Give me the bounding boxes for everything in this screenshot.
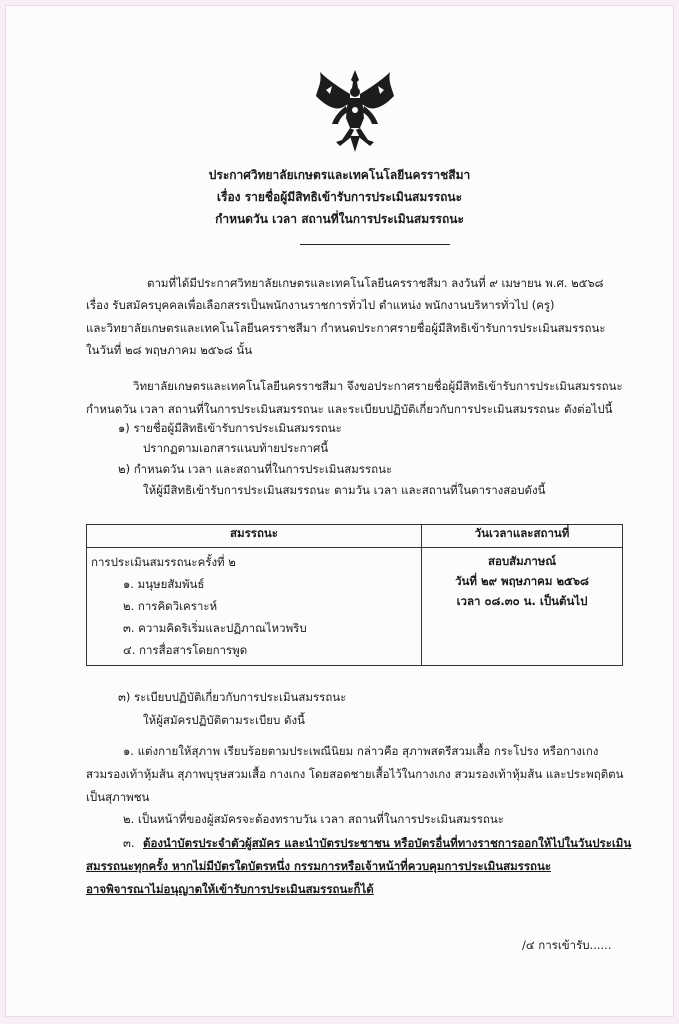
paragraph-2-line: วิทยาลัยเกษตรและเทคโนโลยีนครราชสีมา จึงขอประกาศรายชื่อผู้มีสิทธิเข้ารับการประเมินสมรรถนะ <box>133 379 623 393</box>
datetime-column-header: วันเวลาและสถานที่ <box>422 525 623 548</box>
rule-3-line: ต้องนำบัตรประจำตัวผู้สมัคร และนำบัตรประชาชน หรือบัตรอื่นที่ทางราชการออกให้ไปในวันประเมิน <box>143 836 632 850</box>
subject-line: เรื่อง รายชื่อผู้มีสิทธิเข้ารับการประเมินสมรรถนะ <box>216 190 463 204</box>
paragraph-1-line: และวิทยาลัยเกษตรและเทคโนโลยีนครราชสีมา กำหนดประกาศรายชื่อผู้มีสิทธิเข้ารับการประเมินสมรรถนะ <box>86 321 606 335</box>
garuda-emblem-icon <box>310 66 400 154</box>
header-divider <box>300 244 450 245</box>
competency-cell <box>87 548 422 666</box>
table-row <box>87 548 623 666</box>
item-2-title: ๒) กำหนดวัน เวลา และสถานที่ในการประเมินสมรรถนะ <box>118 462 393 476</box>
competency-item: ๔. การสื่อสารโดยการพูด <box>123 643 248 657</box>
item-1-title: ๑) รายชื่อผู้มีสิทธิเข้ารับการประเมินสมรรถนะ <box>118 421 342 435</box>
assessment-round-title: การประเมินสมรรถนะครั้งที่ ๒ <box>91 555 236 569</box>
schedule-table <box>86 524 623 666</box>
paragraph-1-line: เรื่อง รับสมัครบุคคลเพื่อเลือกสรรเป็นพนักงานราชการทั่วไป ตำแหน่ง พนักงานบริหารทั่วไป (ครู) <box>86 298 555 312</box>
table-header-row <box>87 525 623 548</box>
rule-3-number: ๓. <box>123 836 135 850</box>
announcement-title: ประกาศวิทยาลัยเกษตรและเทคโนโลยีนครราชสีมา <box>208 168 471 182</box>
competency-item: ๓. ความคิดริเริ่มและปฏิภาณไหวพริบ <box>123 621 307 635</box>
continuation-note: /๔ การเข้ารับ...... <box>522 938 612 952</box>
competency-item: ๒. การคิดวิเคราะห์ <box>123 599 218 613</box>
subject-line-2: กำหนดวัน เวลา สถานที่ในการประเมินสมรรถนะ <box>215 212 464 226</box>
paragraph-1-line: ในวันที่ ๒๘ พฤษภาคม ๒๕๖๘ นั้น <box>86 343 253 357</box>
rule-1-line: สวมรองเท้าหุ้มส้น สุภาพบุรุษสวมเสื้อ กางเกง โดยสอดชายเสื้อไว้ในกางเกง สวมรองเท้าหุ้มส้น และประพฤติตน <box>86 767 624 781</box>
exam-type: สอบสัมภาษณ์ <box>487 554 557 568</box>
competency-item: ๑. มนุษยสัมพันธ์ <box>123 577 205 591</box>
item-2-text: ให้ผู้มีสิทธิเข้ารับการประเมินสมรรถนะ ตามวัน เวลา และสถานที่ในตารางสอบดังนี้ <box>143 483 546 497</box>
rule-2: ๒. เป็นหน้าที่ของผู้สมัครจะต้องทราบวัน เวลา สถานที่ในการประเมินสมรรถนะ <box>123 812 504 826</box>
exam-date: วันที่ ๒๙ พฤษภาคม ๒๕๖๘ <box>455 574 589 588</box>
rule-1-line: ๑. แต่งกายให้สุภาพ เรียบร้อยตามประเพณีนิยม กล่าวคือ สุภาพสตรีสวมเสื้อ กระโปรง หรือกางเกง <box>123 744 599 758</box>
exam-time: เวลา ๐๘.๓๐ น. เป็นต้นไป <box>456 594 588 608</box>
rules-subtitle: ให้ผู้สมัครปฏิบัติตามระเบียบ ดังนี้ <box>143 713 305 727</box>
rule-3-line: อาจพิจารณาไม่อนุญาตให้เข้ารับการประเมินสมรรถนะก็ได้ <box>86 882 374 896</box>
datetime-cell <box>422 548 623 666</box>
rules-title: ๓) ระเบียบปฏิบัติเกี่ยวกับการประเมินสมรรถนะ <box>118 690 347 704</box>
competency-column-header: สมรรถนะ <box>87 525 422 548</box>
paragraph-1-line: ตามที่ได้มีประกาศวิทยาลัยเกษตรและเทคโนโลยีนครราชสีมา ลงวันที่ ๙ เมษายน พ.ศ. ๒๕๖๘ <box>147 276 604 290</box>
item-1-text: ปรากฏตามเอกสารแนบท้ายประกาศนี้ <box>143 441 329 455</box>
rule-3-line: สมรรถนะทุกครั้ง หากไม่มีบัตรใดบัตรหนึ่ง กรรมการหรือเจ้าหน้าที่ควบคุมการประเมินสมรรถนะ <box>86 859 552 873</box>
rule-1-line: เป็นสุภาพชน <box>86 790 150 804</box>
paragraph-2-line: กำหนดวัน เวลา สถานที่ในการประเมินสมรรถนะ และระเบียบปฏิบัติเกี่ยวกับการประเมินสมรรถนะ ดังต่อไปนี้ <box>86 402 613 416</box>
